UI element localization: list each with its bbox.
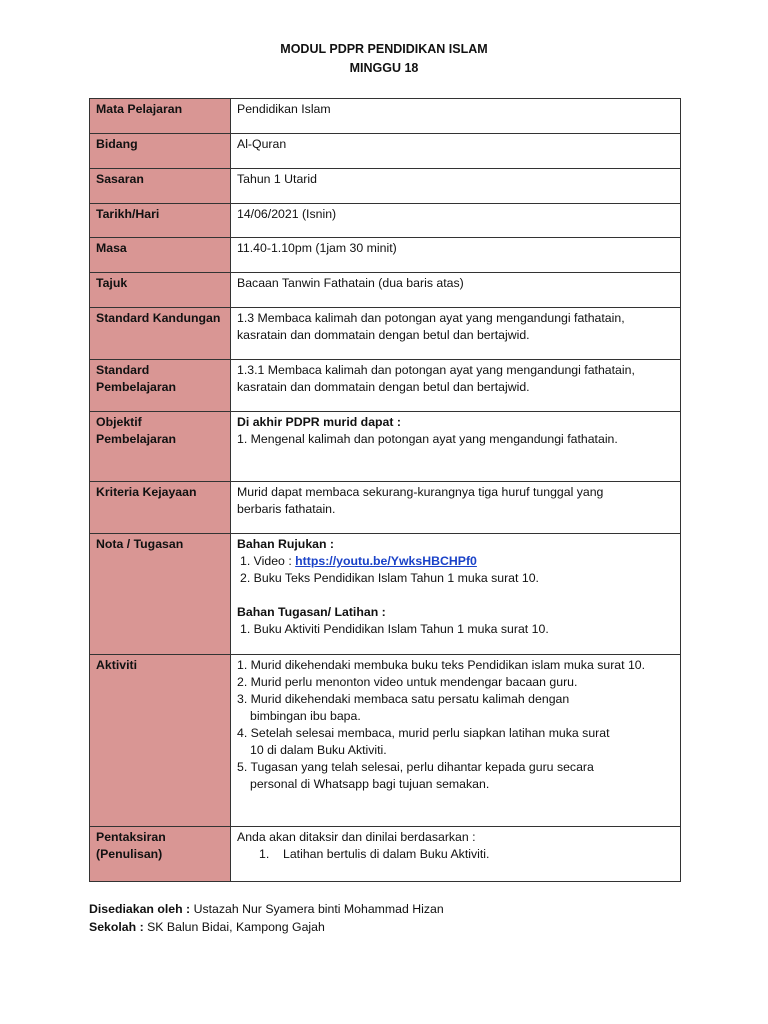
- label-line: Pembelajaran: [96, 432, 176, 446]
- value-tajuk: Bacaan Tanwin Fathatain (dua baris atas): [231, 273, 681, 308]
- label-line: Pembelajaran: [96, 380, 176, 394]
- objektif-item: 1. Mengenal kalimah dan potongan ayat yang mengandungi fathatain.: [237, 432, 618, 446]
- aktiviti-item: [237, 759, 674, 793]
- table-row-bidang: [90, 134, 681, 169]
- textbook-reference: 2. Buku Teks Pendidikan Islam Tahun 1 muka surat 10.: [240, 571, 539, 585]
- table-row-standard-pembelajaran: [90, 360, 681, 412]
- table-row-tajuk: [90, 273, 681, 308]
- label-line: Standard: [96, 363, 150, 377]
- aktiviti-item-text: 3. Murid dikehendaki membaca satu persatu kalimah dengan: [237, 692, 570, 706]
- school-name: SK Balun Bidai, Kampong Gajah: [147, 920, 325, 934]
- lesson-plan-table: [89, 98, 681, 882]
- table-row-aktiviti: [90, 655, 681, 827]
- prepared-by-name: Ustazah Nur Syamera binti Mohammad Hizan: [193, 902, 444, 916]
- table-row-standard-kandungan: [90, 308, 681, 360]
- value-standard-kandungan: [231, 308, 681, 360]
- label-aktiviti: Aktiviti: [90, 655, 231, 827]
- table-row-masa: [90, 238, 681, 273]
- aktiviti-item-text: 2. Murid perlu menonton video untuk mendengar bacaan guru.: [237, 675, 578, 689]
- video-label: 1. Video :: [240, 554, 296, 568]
- table-row-pentaksiran: [90, 827, 681, 882]
- value-standard-pembelajaran: [231, 360, 681, 412]
- activity-book-reference: 1. Buku Aktiviti Pendidikan Islam Tahun 1 muka surat 10.: [240, 622, 549, 636]
- video-reference: [237, 553, 674, 570]
- standard-pembelajaran-line: 1.3.1 Membaca kalimah dan potongan ayat yang mengandungi fathatain,: [237, 363, 635, 377]
- label-standard-pembelajaran: [90, 360, 231, 412]
- table-row-kriteria-kejayaan: [90, 482, 681, 534]
- aktiviti-item-continuation: personal di Whatsapp bagi tujuan semakan.: [250, 777, 490, 791]
- value-aktiviti: [231, 655, 681, 827]
- spacer: [237, 587, 674, 604]
- school-label: Sekolah :: [89, 920, 148, 934]
- label-sasaran: Sasaran: [90, 169, 231, 204]
- aktiviti-item-text: 5. Tugasan yang telah selesai, perlu dihantar kepada guru secara: [237, 760, 594, 774]
- pentaksiran-heading: Anda akan ditaksir dan dinilai berdasarkan :: [237, 830, 476, 844]
- table-row-sasaran: [90, 169, 681, 204]
- bahan-tugasan-heading: Bahan Tugasan/ Latihan :: [237, 605, 386, 619]
- kriteria-line: berbaris fathatain.: [237, 502, 336, 516]
- table-row-nota-tugasan: [90, 534, 681, 655]
- kriteria-line: Murid dapat membaca sekurang-kurangnya tiga huruf tunggal yang: [237, 485, 604, 499]
- aktiviti-item-text: 4. Setelah selesai membaca, murid perlu siapkan latihan muka surat: [237, 726, 610, 740]
- school: [89, 918, 444, 936]
- label-line: Pentaksiran: [96, 830, 166, 844]
- aktiviti-item-continuation: bimbingan ibu bapa.: [250, 709, 361, 723]
- label-line: (Penulisan): [96, 847, 163, 861]
- value-bidang: Al-Quran: [231, 134, 681, 169]
- pentaksiran-item: [237, 846, 674, 863]
- bahan-rujukan-heading: Bahan Rujukan :: [237, 537, 335, 551]
- objektif-heading: Di akhir PDPR murid dapat :: [237, 415, 401, 429]
- value-tarikh-hari: 14/06/2021 (Isnin): [231, 204, 681, 238]
- document-footer: [89, 900, 444, 936]
- prepared-by-label: Disediakan oleh :: [89, 902, 194, 916]
- label-tajuk: Tajuk: [90, 273, 231, 308]
- label-pentaksiran: [90, 827, 231, 882]
- aktiviti-item: [237, 725, 674, 759]
- label-tarikh-hari: Tarikh/Hari: [90, 204, 231, 238]
- aktiviti-item-continuation: 10 di dalam Buku Aktiviti.: [250, 743, 387, 757]
- standard-pembelajaran-line: kasratain dan dommatain dengan betul dan bertajwid.: [237, 380, 530, 394]
- label-masa: Masa: [90, 238, 231, 273]
- pentaksiran-item-number: 1.: [259, 847, 270, 861]
- value-mata-pelajaran: Pendidikan Islam: [231, 99, 681, 134]
- document-title: MODUL PDPR PENDIDIKAN ISLAM: [280, 42, 488, 56]
- label-kriteria-kejayaan: Kriteria Kejayaan: [90, 482, 231, 534]
- value-masa: 11.40-1.10pm (1jam 30 minit): [231, 238, 681, 273]
- table-row-objektif: [90, 412, 681, 482]
- table-row-tarikh: [90, 204, 681, 238]
- aktiviti-item-text: 1. Murid dikehendaki membuka buku teks Pendidikan islam muka surat 10.: [237, 658, 646, 672]
- label-standard-kandungan: Standard Kandungan: [90, 308, 231, 360]
- page-title: [0, 40, 768, 78]
- pentaksiran-item-text: Latihan bertulis di dalam Buku Aktiviti.: [283, 847, 490, 861]
- label-line: Objektif: [96, 415, 142, 429]
- table-row-mata-pelajaran: [90, 99, 681, 134]
- label-nota-tugasan: Nota / Tugasan: [90, 534, 231, 655]
- value-objektif-pembelajaran: [231, 412, 681, 482]
- prepared-by: [89, 900, 444, 918]
- aktiviti-item: [237, 674, 674, 691]
- standard-kandungan-line: kasratain dan dommatain dengan betul dan bertajwid.: [237, 328, 530, 342]
- value-nota-tugasan: [231, 534, 681, 655]
- value-sasaran: Tahun 1 Utarid: [231, 169, 681, 204]
- label-mata-pelajaran: Mata Pelajaran: [90, 99, 231, 134]
- label-objektif-pembelajaran: [90, 412, 231, 482]
- aktiviti-item: [237, 691, 674, 725]
- document-week: MINGGU 18: [349, 61, 419, 75]
- video-link[interactable]: https://youtu.be/YwksHBCHPf0: [295, 554, 477, 568]
- aktiviti-item: [237, 657, 674, 674]
- standard-kandungan-line: 1.3 Membaca kalimah dan potongan ayat yang mengandungi fathatain,: [237, 311, 625, 325]
- label-bidang: Bidang: [90, 134, 231, 169]
- value-pentaksiran: [231, 827, 681, 882]
- value-kriteria-kejayaan: [231, 482, 681, 534]
